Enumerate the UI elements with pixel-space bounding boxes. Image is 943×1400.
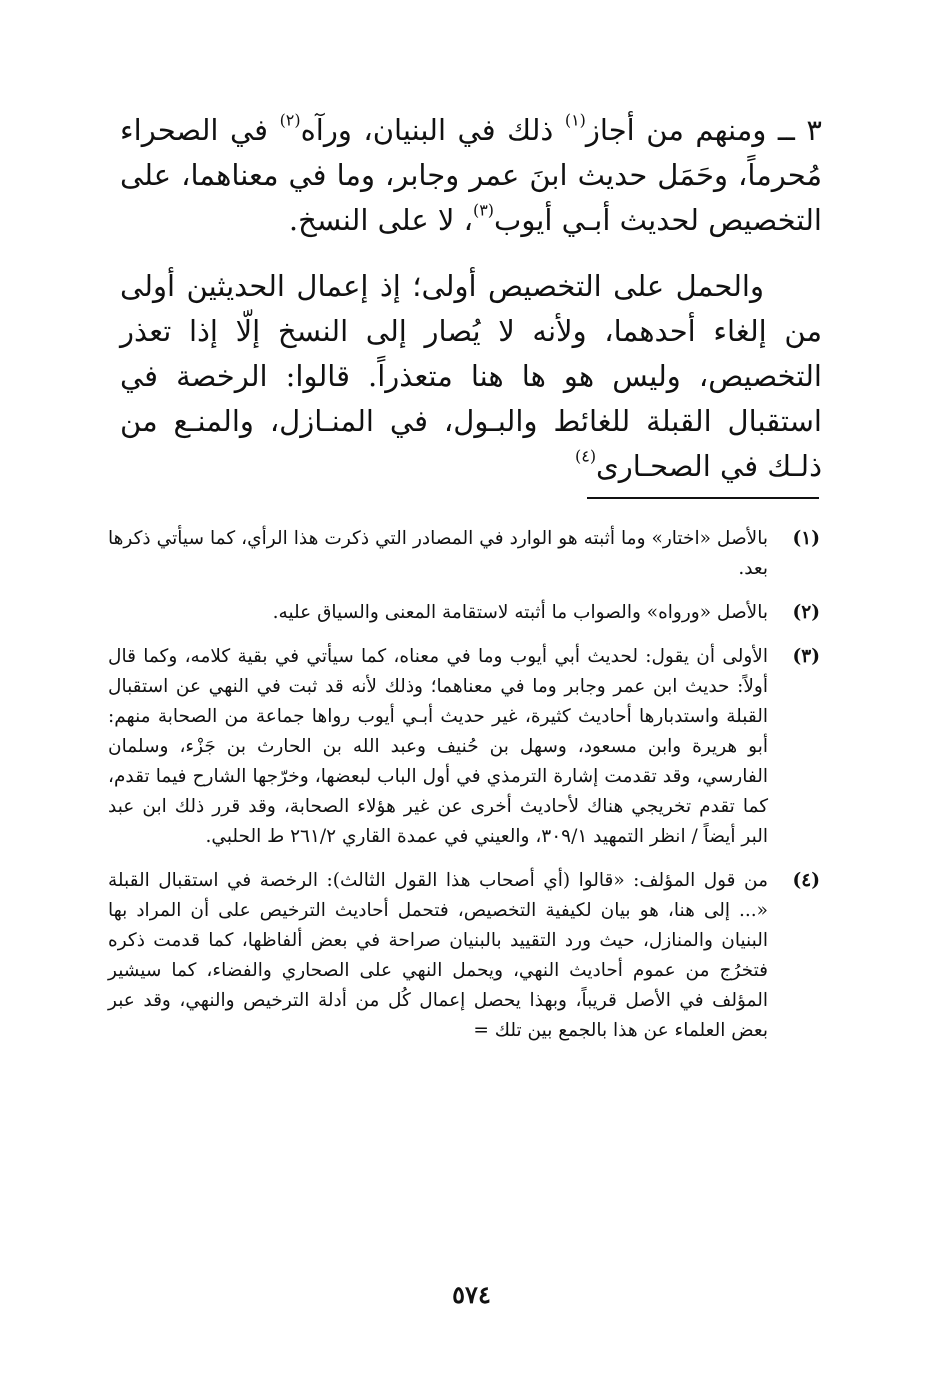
footnote-text: الأولى أن يقول: لحديث أبي أيوب وما في معناه، كما سيأتي في بقية كلامه، وكما قال أولاً: حديث ابن عمر وجابر وما في معناهما؛ وذلك لأنه قد ثبت في النهي عن استقبال القبلة واستدبارها أحاديث كثيرة، غير حديث أبـي أيوب رواها جماعة من الصحابة منهم: أبو هريرة وابن مسعود، وسهل بن حُنيف وعبد الله بن الحارث بن جَزْء، وسلمان الفارسي، وقد تقدمت إشارة الترمذي في أول الباب لبعضها، وخرّجها الشارح فيما تقدم، كما تقدم تخريجي هناك لأحاديث أخرى عن غير هؤلاء الصحابة، وقد قرر ذلك ابن عبد البر أيضاً / انظر التمهيد ٣٠٩/١، والعيني في عمدة القاري ٢٦١/٢ ط الحلبي. (108, 646, 768, 847)
footnote (108, 524, 820, 584)
footnote-number: (٢) (792, 602, 820, 623)
footnote-ref: (٢) (279, 110, 301, 130)
footnote-number: (٤) (792, 870, 820, 891)
footnote-ref: (٣) (473, 200, 495, 220)
footnote-text: بالأصل «اختار» وما أثبته هو الوارد في المصادر التي ذكرت هذا الرأي، كما سيأتي ذكرها بعد. (108, 528, 768, 579)
main-paragraph: ٣ ــ ومنهم من أجاز$^{(١)}$ ذلك في البنيان، ورآه$^{(٢)}$ في الصحراء مُحرماً، وحَمَل حديث ابنَ عمر وجابر، وما في معناهما، على التخصيص لحديث أبـي أيوب$^{(٣)}$، لا على النسخ. (120, 110, 822, 237)
footnote-ref: (٤) (575, 446, 597, 466)
footnote-separator (587, 497, 819, 499)
footnote-number: (١) (792, 528, 820, 549)
footnote-text: بالأصل «ورواه» والصواب ما أثبته لاستقامة المعنى والسياق عليه. (272, 602, 768, 623)
footnote-text: من قول المؤلف: «قالوا (أي أصحاب هذا القول الثالث): الرخصة في استقبال القبلة «... إلى هنا، هو بيان لكيفية التخصيص، فتحمل أحاديث الترخيص على أن المراد بها البنيان والمنازل، حيث ورد التقييد بالبنيان صراحة في بعض ألفاظها، كما قدمت ذكره فتخرُج من عموم أحاديث النهي، ويحمل النهي على الصحاري والفضاء، كما سيشير المؤلف في الأصل قريباً، وبهذا يحصل إعمال كُل من أدلة الترخيص والنهي، وقد عبر بعض العلماء عن هذا بالجمع بين تلك = (108, 870, 768, 1041)
footnote-number: (٣) (792, 646, 820, 667)
footnote (108, 866, 820, 1046)
main-paragraph: والحمل على التخصيص أولى؛ إذ إعمال الحديثين أولى من إلغاء أحدهما، ولأنه لا يُصار إلى النسخ إلّا إذا تعذر التخصيص، وليس هو ها هنا متعذراً. قالوا: الرخصة في استقبال القبلة للغائط والبـول، في المنـازل، والمنـع من ذلـك في الصحـارى$^{(٤)}$ (120, 269, 822, 483)
footnote (108, 598, 820, 628)
main-text (120, 108, 822, 510)
page-number: ٥٧٤ (452, 1280, 491, 1309)
footnote (108, 642, 820, 852)
footnote-ref: (١) (564, 110, 586, 130)
footnotes (108, 524, 820, 1060)
